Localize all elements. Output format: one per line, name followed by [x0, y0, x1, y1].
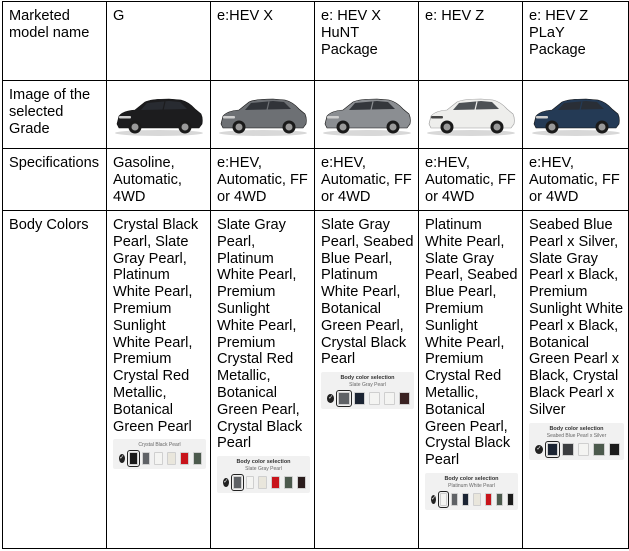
swatch-card-title: Body color selection	[340, 375, 395, 382]
color-swatch-card	[425, 473, 518, 510]
car-image	[215, 92, 311, 138]
color-swatch[interactable]	[154, 452, 163, 465]
car-image	[528, 92, 624, 138]
swatch-row	[325, 392, 410, 405]
color-swatch[interactable]	[180, 452, 189, 465]
body-colors-text: Crystal Black Pearl, Slate Gray Pearl, Platinum White Pearl, Premium Sunlight White Pearl, Premium Crystal Red Metallic, Botanical Green Pearl	[113, 217, 199, 435]
color-swatch-card	[529, 423, 624, 460]
color-swatch[interactable]	[167, 452, 176, 465]
grade-name: e: HEV Z PLaY Package	[523, 2, 629, 81]
color-swatch[interactable]	[246, 476, 255, 489]
swatch-card-selected-color: Slate Gray Pearl	[245, 466, 282, 473]
color-swatch[interactable]	[338, 392, 349, 405]
color-swatch[interactable]	[142, 452, 151, 465]
swatch-row	[429, 493, 514, 506]
color-swatch[interactable]	[547, 443, 558, 456]
color-swatch[interactable]	[507, 493, 514, 506]
car-image-cell	[419, 81, 523, 149]
color-swatch[interactable]	[562, 443, 573, 456]
swatch-row	[117, 452, 202, 465]
body-colors-row	[3, 211, 629, 549]
color-swatch[interactable]	[354, 392, 365, 405]
swatch-row	[221, 476, 306, 489]
car-image-cell	[315, 81, 419, 149]
color-swatch-card	[321, 372, 414, 409]
swatch-row	[533, 443, 620, 456]
color-swatch[interactable]	[485, 493, 492, 506]
body-colors-cell	[211, 211, 315, 549]
car-image	[111, 92, 207, 138]
body-colors-cell	[419, 211, 523, 549]
spec-value: Gasoline, Automatic, 4WD	[107, 149, 211, 211]
car-image	[423, 92, 519, 138]
body-colors-cell	[107, 211, 211, 549]
row-label-specifications: Specifications	[3, 149, 107, 211]
check-icon: ✓	[328, 395, 334, 402]
body-colors-cell	[523, 211, 629, 549]
check-icon: ✓	[119, 455, 125, 462]
header-row	[3, 2, 629, 81]
car-image	[319, 92, 415, 138]
grade-comparison-table	[2, 1, 629, 549]
body-colors-text: Slate Gray Pearl, Platinum White Pearl, Premium Sunlight White Pearl, Premium Crystal Red Metallic, Botanical Green Pearl, Crystal Black Pearl	[217, 217, 303, 452]
spec-value: e:HEV, Automatic, FF or 4WD	[315, 149, 419, 211]
row-label-image: Image of the selected Grade	[3, 81, 107, 149]
color-swatch[interactable]	[271, 476, 280, 489]
color-swatch[interactable]	[129, 452, 138, 465]
body-colors-text: Slate Gray Pearl, Seabed Blue Pearl, Platinum White Pearl, Botanical Green Pearl, Crystal Black Pearl	[321, 217, 414, 368]
row-label-model-name: Marketed model name	[3, 2, 107, 81]
grade-name: e:HEV X	[211, 2, 315, 81]
check-icon: ✓	[223, 479, 229, 486]
color-swatch-card	[113, 439, 206, 469]
color-swatch[interactable]	[258, 476, 267, 489]
grade-name: e: HEV Z	[419, 2, 523, 81]
color-swatch[interactable]	[462, 493, 469, 506]
image-row	[3, 81, 629, 149]
swatch-card-selected-color: Platinum White Pearl	[448, 482, 495, 489]
color-swatch[interactable]	[384, 392, 395, 405]
color-swatch[interactable]	[473, 493, 480, 506]
color-swatch[interactable]	[451, 493, 458, 506]
color-swatch[interactable]	[609, 443, 620, 456]
color-swatch[interactable]	[593, 443, 604, 456]
body-colors-text: Platinum White Pearl, Slate Gray Pearl, Seabed Blue Pearl, Premium Sunlight White Pearl, Premium Crystal Red Metallic, Botanical Green Pearl, Crystal Black Pearl	[425, 217, 518, 469]
swatch-card-selected-color: Seabed Blue Pearl x Silver	[546, 432, 607, 439]
car-image-cell	[211, 81, 315, 149]
swatch-card-selected-color: Crystal Black Pearl	[138, 442, 181, 449]
check-icon: ✓	[536, 445, 542, 452]
row-label-body-colors: Body Colors	[3, 211, 107, 549]
car-image-cell	[523, 81, 629, 149]
spec-value: e:HEV, Automatic, FF or 4WD	[419, 149, 523, 211]
swatch-card-title: Body color selection	[444, 475, 499, 482]
color-swatch[interactable]	[440, 493, 447, 506]
color-swatch[interactable]	[297, 476, 306, 489]
color-swatch[interactable]	[496, 493, 503, 506]
color-swatch[interactable]	[193, 452, 202, 465]
grade-name: e: HEV X HuNT Package	[315, 2, 419, 81]
check-icon: ✓	[431, 495, 437, 502]
color-swatch[interactable]	[233, 476, 242, 489]
swatch-card-title: Body color selection	[236, 459, 291, 466]
color-swatch[interactable]	[399, 392, 410, 405]
spec-value: e:HEV, Automatic, FF or 4WD	[523, 149, 629, 211]
color-swatch[interactable]	[284, 476, 293, 489]
spec-row	[3, 149, 629, 211]
swatch-card-title: Body color selection	[549, 425, 604, 432]
grade-name: G	[107, 2, 211, 81]
body-colors-cell	[315, 211, 419, 549]
swatch-card-selected-color: Slate Gray Pearl	[349, 382, 386, 389]
color-swatch[interactable]	[369, 392, 380, 405]
color-swatch[interactable]	[578, 443, 589, 456]
spec-value: e:HEV, Automatic, FF or 4WD	[211, 149, 315, 211]
body-colors-text: Seabed Blue Pearl x Silver, Slate Gray Pearl x Black, Premium Sunlight White Pearl x Black, Botanical Green Pearl x Black, Crystal Black Pearl x Silver	[529, 217, 624, 418]
car-image-cell	[107, 81, 211, 149]
color-swatch-card	[217, 456, 310, 493]
